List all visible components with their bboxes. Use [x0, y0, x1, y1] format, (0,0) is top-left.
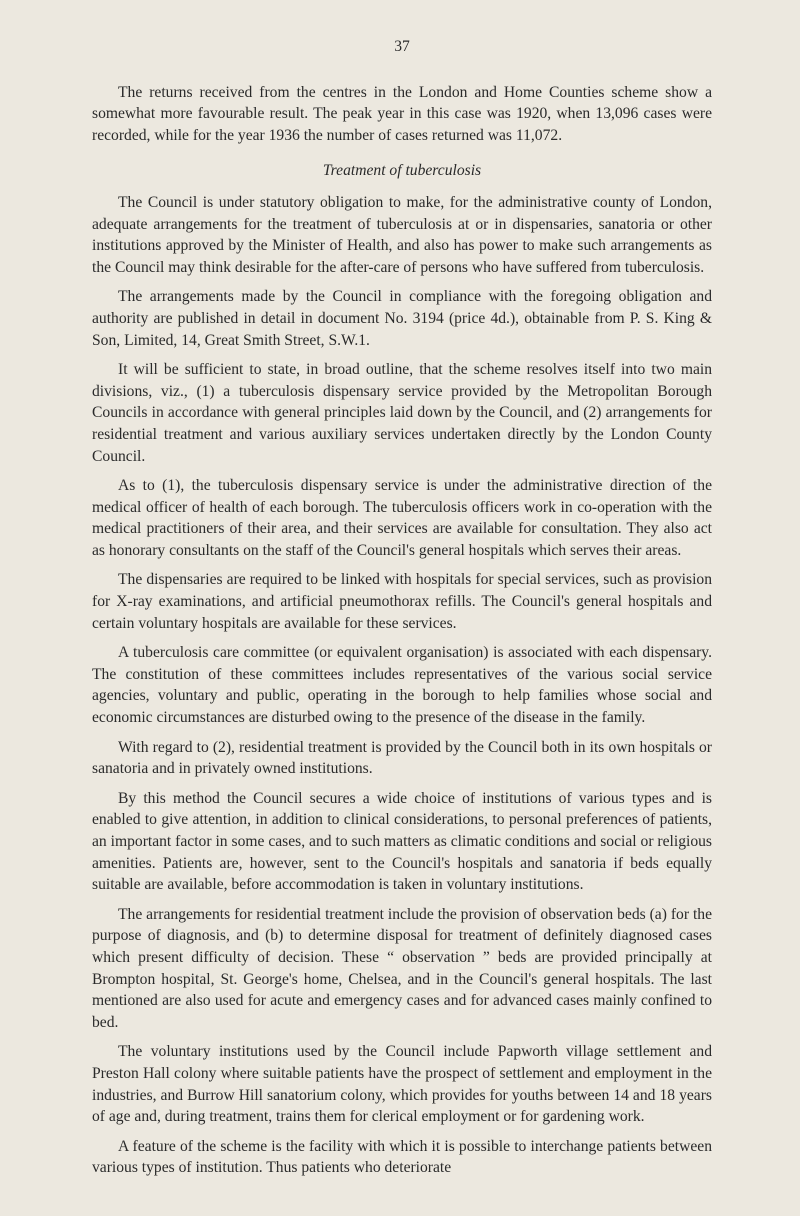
paragraph-observation-beds: The arrangements for residential treatment include the provision of observation beds (a) for the purpose of diagnosis, and (b) to determine disposal for treatment of definitely diagnosed cases which present difficulty of decision. These “ observation ” beds are provided principally at Brompton hospital, St. George's home, Chelsea, and in the Council's general hospitals. The last mentioned are also used for acute and emergency cases and for advanced cases mainly confined to bed. [92, 905, 712, 1031]
page-number: 37 [394, 38, 410, 55]
paragraph-main-divisions: It will be sufficient to state, in broad outline, that the scheme resolves itself into two main divisions, viz., (1) a tuberculosis dispensary service provided by the Metropolitan Borough Councils in accordance with general principles laid down by the Council, and (2) arrangements for residential treatment and various auxiliary services undertaken directly by the London County Council. [92, 361, 712, 465]
paragraph-statutory-obligation: The Council is under statutory obligation to make, for the administrative county of London, adequate arrangements for the treatment of tuberculosis at or in dispensaries, sanatoria or other institutions approved by the Minister of Health, and also has power to make such arrangements as the Council may think desirable for the after-care of persons who have suffered from tuberculosis. [92, 193, 712, 276]
section-heading: Treatment of tuberculosis [322, 162, 482, 180]
paragraph-special-services: The dispensaries are required to be linked with hospitals for special services, such as provision for X-ray examinations, and artificial pneumothorax refills. The Council's general hospitals and certain voluntary hospitals are available for these services. [92, 571, 712, 632]
paragraph-choice-of-institutions: By this method the Council secures a wide choice of institutions of various types and is enabled to give attention, in addition to clinical considerations, to personal preferences of patients, an important factor in some cases, and to such matters as climatic conditions and social or religious amenities. Patients are, however, sent to the Council's hospitals and sanatoria if beds equally suitable are available, before accommodation is taken in voluntary institutions. [92, 789, 712, 894]
paragraph-residential-treatment: With regard to (2), residential treatment is provided by the Council both in its own hospitals or sanatoria and in privately owned institutions. [92, 738, 712, 778]
paragraph-voluntary-institutions: The voluntary institutions used by the Council include Papworth village settlement and Preston Hall colony where suitable patients have the prospect of settlement and employment in the industries, and Burrow Hill sanatorium colony, which provides for youths between 14 and 18 years of age and, during treatment, trains them for clerical employment or for gardening work. [92, 1043, 712, 1126]
paragraph-dispensary-service: As to (1), the tuberculosis dispensary service is under the administrative direction of the medical officer of health of each borough. The tuberculosis officers work in co-operation with the medical practitioners of their area, and their services are available for consultation. They also act as honorary consultants on the staff of the Council's general hospitals which serves their areas. [92, 477, 712, 559]
paragraph-interchange-patients: A feature of the scheme is the facility with which it is possible to interchange patients between various types of institution. Thus patients who deteriorate [92, 1137, 712, 1177]
intro-paragraph: The returns received from the centres in the London and Home Counties scheme show a somewhat more favourable result. The peak year in this case was 1920, when 13,096 cases were recorded, while for the year 1936 the number of cases returned was 11,072. [92, 83, 712, 144]
paragraph-arrangements-published: The arrangements made by the Council in compliance with the foregoing obligation and authority are published in detail in document No. 3194 (price 4d.), obtainable from P. S. King & Son, Limited, 14, Great Smith Street, S.W.1. [92, 288, 712, 349]
paragraph-care-committee: A tuberculosis care committee (or equivalent organisation) is associated with each dispensary. The constitution of these committees includes representatives of the various social service agencies, voluntary and public, operating in the borough to help families whose social and economic circumstances are disturbed owing to the presence of the disease in the family. [92, 644, 712, 727]
